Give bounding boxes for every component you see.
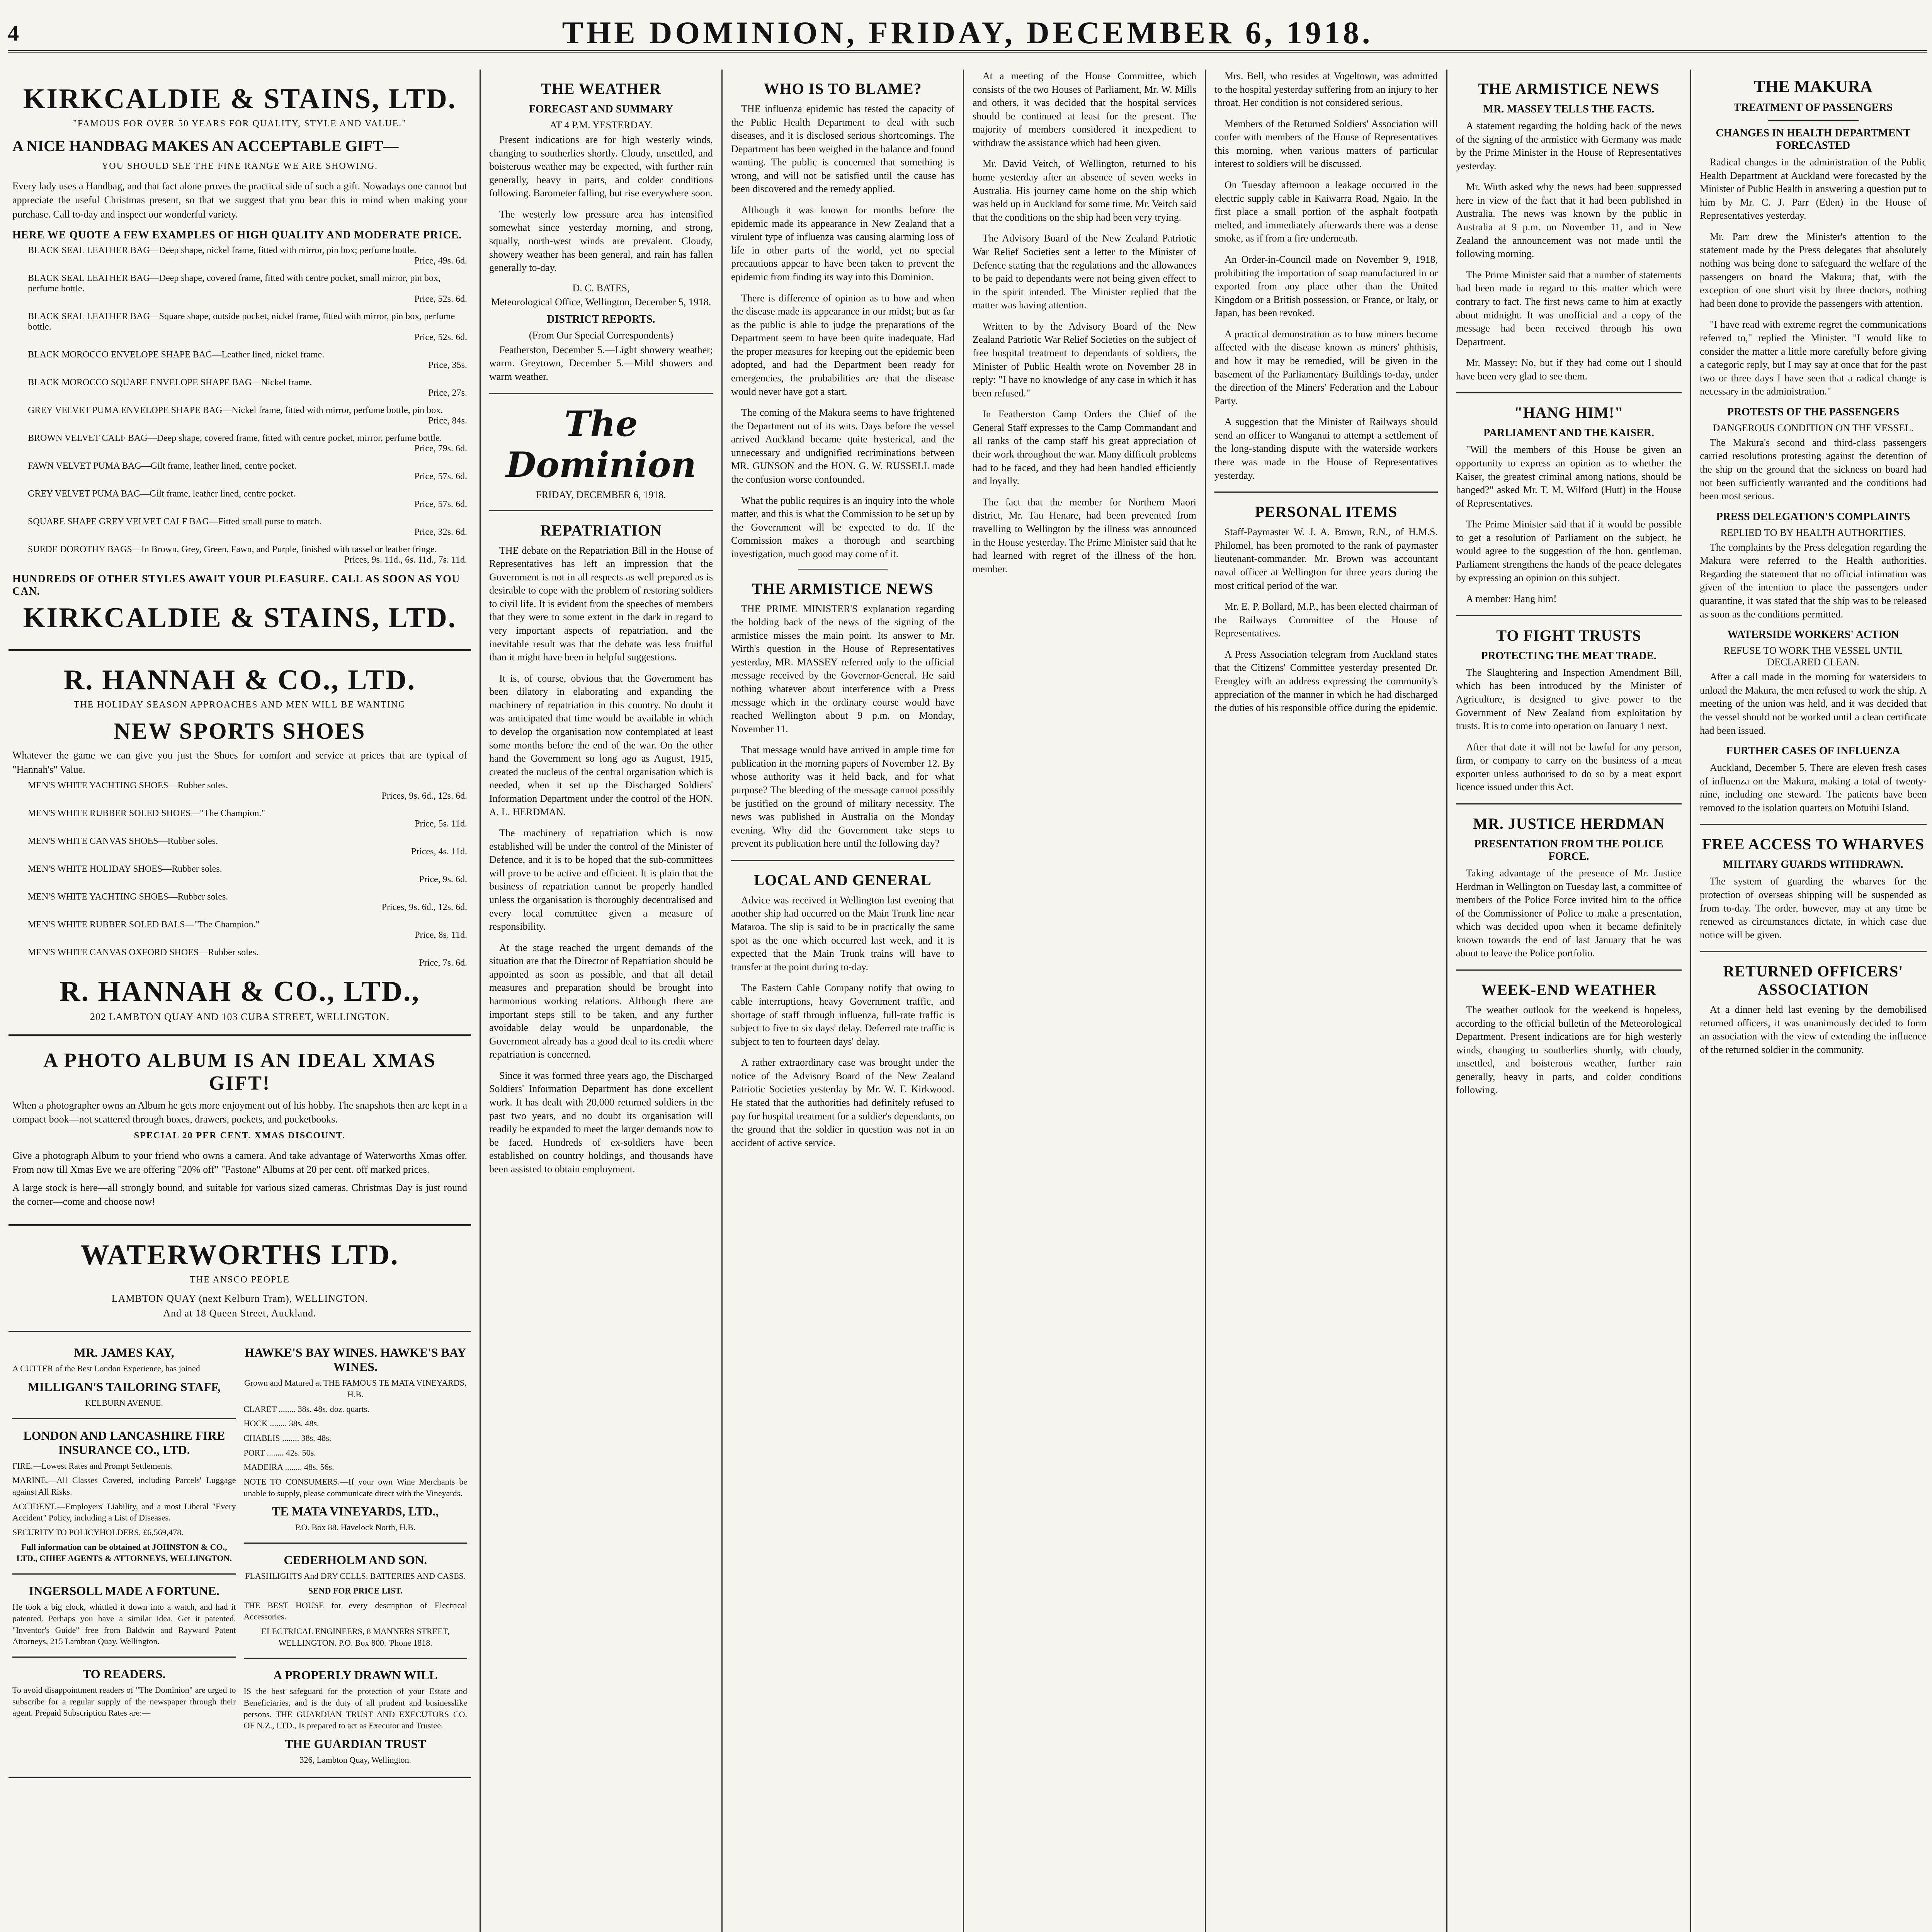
ad-title: A PHOTO ALBUM IS AN IDEAL XMAS GIFT! [43,1049,436,1094]
ad-intro: YOU SHOULD SEE THE FINE RANGE WE ARE SHOWING. [101,161,378,171]
ad-line: FIRE.—Lowest Rates and Prompt Settlements. [12,1461,173,1471]
section-heading: WEEK-END WEATHER [1481,981,1656,999]
list-item: BLACK MOROCCO SQUARE ENVELOPE SHAPE BAG—Nickel frame. Price, 27s. [28,378,467,398]
article-paragraph: What the public requires is an inquiry into the whole matter, and this is what the Commission to be set up by the Government will be expected to do. If the Commission makes a thorough and searching investigation, much good may come of it. [731,495,954,560]
section-heading: FREE ACCESS TO WHARVES [1702,835,1925,853]
article-paragraph: Members of the Returned Soldiers' Association will confer with members of the House of Representatives this morning, when various matters of particular interest to soldiers will be discussed. [1214,118,1438,170]
article-paragraph: The Eastern Cable Company notify that owing to cable interruptions, heavy Government traffic, and shortage of staff through influenza, full-rate traffic is subject to five to six days' delay. Deferred rate traffic is subject to ten to fourteen days' delay. [731,982,954,1047]
ad-line: MARINE.—All Classes Covered, including Parcels' Luggage against All Risks. [12,1475,236,1497]
article-paragraph: Mr. David Veitch, of Wellington, returned to his home yesterday after an absence of seven weeks in Australia. His journey came home on the ship which was held up in Auckland for some time. Mr. Veitch said that the conditions on the ship had been very trying. [973,158,1196,223]
article-paragraph: A rather extraordinary case was brought under the notice of the Advisory Board of the New Zealand Patriotic Societies yesterday by Mr. W. F. Kirkwood. He stated that the authorities had definitely refused to pay for hospital treatment for a soldier's dependants, on the ground that the soldier in question was not in an accident of active service. [731,1057,954,1148]
ad-body: Every lady uses a Handbag, and that fact alone proves the practical side of such a gift. Nowadays one cannot but appreciate the useful Christmas present, so that we suggest that you bear this in mind when making your purchase. Call to-day and inspect our wonderful variety. [12,180,467,220]
section-heading: RETURNED OFFICERS' ASSOCIATION [1723,963,1903,998]
list-item: HOCK ........ 38s. 48s. [243,1418,319,1429]
section-subheading: MR. MASSEY TELLS THE FACTS. [1483,103,1655,115]
section-subheading: TREATMENT OF PASSENGERS [1733,102,1893,114]
section-heading: "HANG HIM!" [1514,404,1624,422]
ad-name: MILLIGAN'S TAILORING STAFF, [27,1379,221,1394]
article-paragraph: Since it was formed three years ago, the Discharged Soldiers' Information Department has done excellent work. It has dealt with 20,000 returned soldiers in the past two years, and no doubt its organisation will readily be expanded to meet the larger demands now to be faced. Hundreds of ex-soldiers have been established on country holdings, and thousands have been assisted to obtain employment. [489,1070,713,1175]
section-subheading: CHANGES IN HEALTH DEPARTMENT FORECASTED [1716,127,1911,151]
list-item: BLACK MOROCCO ENVELOPE SHAPE BAG—Leather lined, nickel frame. Price, 35s. [28,350,467,371]
list-item: MEN'S WHITE YACHTING SHOES—Rubber soles. Prices, 9s. 6d., 12s. 6d. [28,891,467,912]
article-paragraph: It is, of course, obvious that the Government has been dilatory in elaborating and expanding the machinery of repatriation in this country. No doubt it was anticipated that time would be available in which to develop the organisation now contemplated at least some months before the end of the war. On the other hand the Government so long ago as August, 1915, created the nucleus of the central organisation which is needed, when it set up the Discharged Soldiers' Information Department under the control of the HON. A. L. HERDMAN. [489,672,713,818]
ad-body: A CUTTER of the Best London Experience, has joined [12,1364,200,1374]
ad-address: And at 18 Queen Street, Auckland. [163,1308,316,1319]
ad-quote-intro: HERE WE QUOTE A FEW EXAMPLES OF HIGH QUALITY AND MODERATE PRICE. [12,229,462,242]
article-paragraph: Advice was received in Wellington last evening that another ship had occurred on the Main Trunk line near Mataroa. The slip is said to be in practically the same spot as the one which occurred last week, and it is expected that the Main Trunk trains will have to transfer at the point during to-day. [731,894,954,973]
article-paragraph: Auckland, December 5. There are eleven fresh cases of influenza on the Makura, making a total of twenty-nine, including one steward. The patients have been removed to the isolation quarters on Motuihi Island. [1700,762,1927,813]
ad-row [9,1332,471,1778]
article-paragraph: On Tuesday afternoon a leakage occurred in the electric supply cable in Kaiwarra Road, Ngaio. In the first place a small portion of the asphalt footpath melted, and immediately afterwards there was a dense smoke, as if from a fire underneath. [1214,179,1438,244]
ad-title: MR. JAMES KAY, [74,1345,174,1360]
list-item: PORT ........ 42s. 50s. [243,1447,316,1458]
ad-tagline: "FAMOUS FOR OVER 50 YEARS FOR QUALITY, STYLE AND VALUE." [73,119,406,129]
article-paragraph: At the stage reached the urgent demands of the situation are that the Director of Repatriation should be appointed as soon as possible, and that all detail measures and preparation should be brought into harmonious working relations. Although there are important steps still to be taken, and any further avoidable delay would be unpardonable, the Government already has a good deal to its credit where repatriation is concerned. [489,942,713,1060]
page-title: THE DOMINION, FRIDAY, DECEMBER 6, 1918. [562,15,1373,50]
list-item: SUEDE DOROTHY BAGS—In Brown, Grey, Green, Fawn, and Purple, finished with tassel or leather fringe. Prices, 9s. 11d., 6s. 11d., 7s. 11d. [28,544,467,565]
article-paragraph: A statement regarding the holding back of the news of the signing of the armistice with Germany was made by the Prime Minister in the House of Representatives yesterday. [1456,120,1682,172]
section-heading: TO FIGHT TRUSTS [1496,626,1641,644]
article-paragraph: The Prime Minister said that if it would be possible to get a resolution of Parliament on the subject, he would agree to the suggestion of the hon. gentleman. Parliament strengthens the hands of the peace delegates by expressing an opinion on this subject. [1456,519,1682,583]
ad-headline: A NICE HANDBAG MAKES AN ACCEPTABLE GIFT— [12,137,399,155]
album-ad [9,1036,471,1226]
list-item: GREY VELVET PUMA ENVELOPE SHAPE BAG—Nickel frame, fitted with mirror, perfume bottle, pin box. Price, 84s. [28,405,467,426]
article-paragraph: After a call made in the morning for watersiders to unload the Makura, the men refused to work the ship. A meeting of the union was held, and it was decided that the vessel should not be worked until a clean certificate had been issued. [1700,671,1927,736]
article-paragraph: In Featherston Camp Orders the Chief of the General Staff expresses to the Camp Commandant and all ranks of the camp staff his great appreciation of their work throughout the war. Many difficult problems had to be faced, and they had been handled efficiently and loyally. [973,408,1196,487]
advertisement-column [0,70,481,1932]
article-paragraph: That message would have arrived in ample time for publication in the morning papers of November 12. By whose authority was it held back, and for what purpose? The bleeding of the message cannot possibly be justified on the ground of military necessity. The news was published in Australia on the Monday evening. Why did the Government take steps to prevent its publication here until the following day? [731,744,954,849]
signature: D. C. BATES, [572,282,630,294]
ad-address: KELBURN AVENUE. [85,1398,163,1408]
article-paragraph: THE PRIME MINISTER'S explanation regarding the holding back of the news of the signing of the armistice misses the main point. Its answer to Mr. Wirth's question in the House of Representatives yesterday, MR. MASSEY referred only to the official message received by the Governor-General. He said nothing whatever about interference with a Press message which in the ordinary course would have reached Wellington about 9 p.m. on Monday, November 11. [731,603,954,735]
list-item: MEN'S WHITE CANVAS SHOES—Rubber soles. Prices, 4s. 11d. [28,836,467,857]
article-paragraph: A Press Association telegram from Auckland states that the Citizens' Committee yesterday presented Dr. Frengley with an address expressing the community's appreciation of the manner in which he had discharged the duties of his responsible office during the epidemic. [1214,648,1438,714]
article-paragraph: At a meeting of the House Committee, which consists of the two Houses of Parliament, Mr. W. Mills and others, it was decided that the hospital services should be continued at least for the present. The majority of members considered it inexpedient to withdraw the assistance which had been given. [973,70,1196,148]
signature-office: Meteorological Office, Wellington, December 5, 1918. [491,296,711,308]
list-item: MEN'S WHITE HOLIDAY SHOES—Rubber soles. Price, 9s. 6d. [28,864,467,884]
section-heading: LOCAL AND GENERAL [754,871,932,889]
section-subheading: DISTRICT REPORTS. [547,313,655,325]
list-item: BLACK SEAL LEATHER BAG—Square shape, outside pocket, nickel frame, fitted with mirror, pin box, perfume bottle. Price, 52s. 6d. [28,311,467,343]
dateline: (From Our Special Correspondents) [529,329,673,341]
article-paragraph: The complaints by the Press delegation regarding the Makura were referred to the Health authorities. Regarding the statement that no official intimation was given of the intention to place the passengers under quarantine, it was stated that the ship was to be released as soon as the conditions permitted. [1700,541,1927,620]
ad-address: P.O. Box 88. Havelock North, H.B. [295,1522,416,1532]
article-paragraph: The machinery of repatriation which is now established will be under the control of the Minister of Defence, and it is to be hoped that the sub-committees will prove to be active and efficient. It is plain that the business of repatriation cannot be properly handled unless the organisation is thoroughly decentralised and every local committee given a measure of responsibility. [489,827,713,932]
section-heading: WHO IS TO BLAME? [764,80,922,97]
section-heading: THE ARMISTICE NEWS [752,580,934,597]
armistice-column [1447,70,1691,1932]
ad-intro: THE HOLIDAY SEASON APPROACHES AND MEN WILL BE WANTING [73,700,406,710]
article-paragraph: A member: Hang him! [1466,593,1557,605]
article-paragraph: The Makura's second and third-class passengers carried resolutions protesting against the detention of the ship on the ground that the sickness on board had not been sufficiently warranted and the conditions had been most serious. [1700,437,1927,502]
ad-company: TE MATA VINEYARDS, LTD., [272,1504,439,1519]
list-item: BLACK SEAL LEATHER BAG—Deep shape, nickel frame, fitted with mirror, pin box; perfume bottle. Price, 49s. 6d. [28,245,467,266]
section-subheading: PRESS DELEGATION'S COMPLAINTS [1716,510,1910,523]
ad-send: SEND FOR PRICE LIST. [308,1585,403,1595]
ad-title: KIRKCALDIE & STAINS, LTD. [23,83,457,115]
article-paragraph: Taking advantage of the presence of Mr. Justice Herdman in Wellington on Tuesday last, a committee of members of the Police Force invited him to the office of the Commissioner of Police to make a presentation, which was decided upon when it became definitely known towards the end of last January that he was about to leave the Police portfolio. [1456,867,1682,959]
ad-title: LONDON AND LANCASHIRE FIRE INSURANCE CO., LTD. [23,1428,225,1457]
article-paragraph: Mr. Wirth asked why the news had been suppressed here in view of the fact that it had been published in Australia. The news was known by the public in Australia at 9 p.m. on November 11, and in New Zealand the announcement was not made until the following morning. [1456,181,1682,260]
article-paragraph: Mrs. Bell, who resides at Vogeltown, was admitted to the hospital yesterday suffering from an injury to her throat. Her condition is not considered serious. [1214,70,1438,109]
ad-body: Give a photograph Album to your friend who owns a camera. And take advantage of Waterworths Xmas offer. From now till Xmas Eve we are offering "20% off" "Pastone" Albums at 20 per cent. off marked prices. [12,1150,467,1175]
article-paragraph: At a dinner held last evening by the demobilised returned officers, it was unanimously decided to form an association with the view of extending the influence of the returned soldier in the community. [1700,1004,1927,1056]
article-paragraph: Present indications are for high westerly winds, changing to southerlies shortly. Cloudy, unsettled, and boisterous weather may be expected, with further rain generally, heavy in parts, and colder conditions following. Barometer falling, but rise everywhere soon. [489,134,713,199]
article-paragraph: Featherston, December 5.—Light showery weather; warm. Greytown, December 5.—Mild showers and warm weather. [489,344,713,382]
makura-column [1691,70,1932,1932]
article-paragraph: A suggestion that the Minister of Railways should send an officer to Wanganui to attempt a settlement of the long-standing dispute with the waterside workers there was made in the House of Representatives yesterday. [1214,416,1438,481]
article-paragraph: The Advisory Board of the New Zealand Patriotic War Relief Societies sent a letter to the Minister of Defence stating that the regulations and the allowances to be paid to dependants were not being given effect to in the spirit intended. The Minister replied that the matter was having attention. [973,233,1196,311]
ad-address: ELECTRICAL ENGINEERS, 8 MANNERS STREET, WELLINGTON. P.O. Box 800. 'Phone 1818. [261,1626,449,1648]
article-paragraph: Written to by the Advisory Board of the New Zealand Patriotic War Relief Societies on the subject of free hospital treatment to dependants of soldiers, the Minister of Public Health wrote on November 28 in reply: "I have no knowledge of any case in which it has been refused." [973,320,1196,399]
section-subheading: MILITARY GUARDS WITHDRAWN. [1723,859,1903,871]
ad-body: A large stock is here—all strongly bound, and suitable for various sized cameras. Christmas Day is just round the corner—come and choose now! [12,1182,467,1207]
section-heading: THE ARMISTICE NEWS [1478,80,1660,97]
section-subheading: PROTESTS OF THE PASSENGERS [1727,406,1900,418]
list-item: CHABLIS ........ 38s. 48s. [243,1433,332,1443]
article-paragraph: Radical changes in the administration of the Public Health Department at Auckland were forecasted by the Minister of Public Health in answering a question put to him by Mr. C. J. Parr (Eden) in the House of Representatives yesterday. [1700,156,1927,221]
masthead [8,15,1927,53]
ad-footer: HUNDREDS OF OTHER STYLES AWAIT YOUR PLEASURE. CALL AS SOON AS YOU CAN. [12,573,460,598]
section-subheading: FORECAST AND SUMMARY [529,103,673,115]
ad-items: FLASHLIGHTS And DRY CELLS. BATTERIES AND CASES. [245,1571,466,1581]
ad-line: SECURITY TO POLICYHOLDERS, £6,569,478. [12,1527,184,1537]
list-item: MEN'S WHITE RUBBER SOLED SHOES—"The Champion." Price, 5s. 11d. [28,808,467,829]
section-subheading: WATERSIDE WORKERS' ACTION [1727,629,1899,641]
section-subheading: FURTHER CASES OF INFLUENZA [1726,745,1900,757]
ad-title: A PROPERLY DRAWN WILL [273,1668,438,1682]
article-paragraph: The coming of the Makura seems to have frightened the Department out of its wits. Days before the vessel arrived Auckland became quite hysterical, and the unnecessary and undignified recriminations between MR. GUNSON and the HON. G. W. RUSSELL made the confusion worse confounded. [731,407,954,485]
ad-title: WATERWORTHS LTD. [80,1239,399,1271]
article-paragraph: The weather outlook for the weekend is hopeless, according to the official bulletin of the Meteorological Department. Present indications are for high westerly winds, changing to southerlies shortly, with cloudy, unsettled, and boisterous weather, further rain generally, heavy in parts, and colder conditions following. [1456,1004,1682,1096]
list-item: MEN'S WHITE YACHTING SHOES—Rubber soles. Prices, 9s. 6d., 12s. 6d. [28,780,467,801]
article-paragraph: The Slaughtering and Inspection Amendment Bill, which has been introduced by the Minister of Agriculture, is designed to give power to the Government of New Zealand from exploitation by trusts. It is to come into operation on January 1 next. [1456,667,1682,732]
list-item: FAWN VELVET PUMA BAG—Gilt frame, leather lined, centre pocket. Price, 57s. 6d. [28,461,467,482]
kirkcaldie-ad [9,70,471,651]
dominion-logo: The Dominion [506,403,696,485]
section-subheading: PRESENTATION FROM THE POLICE FORCE. [1474,838,1663,862]
ad-address: 202 LAMBTON QUAY AND 103 CUBA STREET, WELLINGTON. [90,1011,390,1022]
ad-title: HAWKE'S BAY WINES. HAWKE'S BAY WINES. [245,1345,466,1374]
ad-body: IS the best safeguard for the protection of your Estate and Beneficiaries, and is the duty of all prudent and businesslike persons. THE GUARDIAN TRUST AND EXECUTORS CO. OF N.Z., LTD., Is prepared to act as Executor and Trustee. [243,1686,467,1731]
weather-column [481,70,723,1932]
article-paragraph: Mr. Parr drew the Minister's attention to the statement made by the Press delegates that absolutely nothing was being done to safeguard the welfare of the passengers on board the Makura; that, with the exception of one short visit by three doctors, nothing had been done to provide the passengers with attention. [1700,231,1927,309]
section-subheading: PROTECTING THE MEAT TRADE. [1481,650,1656,662]
section-subheading: PARLIAMENT AND THE KAISER. [1483,427,1654,439]
ad-note: NOTE TO CONSUMERS.—If your own Wine Merchants be unable to supply, please communicate direct with the Vineyards. [243,1477,467,1498]
ad-address: LAMBTON QUAY (next Kelburn Tram), WELLINGTON. [111,1293,368,1304]
ad-address: 326, Lambton Quay, Wellington. [299,1755,411,1765]
list-item: MEN'S WHITE CANVAS OXFORD SHOES—Rubber soles. Price, 7s. 6d. [28,947,467,968]
ad-title: CEDERHOLM AND SON. [284,1553,427,1567]
ad-title: TO READERS. [82,1667,166,1681]
ad-sub: THE ANSCO PEOPLE [190,1275,290,1285]
ad-title-repeat: R. HANNAH & CO., LTD., [60,975,420,1007]
article-paragraph: THE debate on the Repatriation Bill in the House of Representatives has left an impression that the Government is not in all respects as well prepared as is desirable to cope with the problem of restoring soldiers to civil life. It is evident from the speeches of members that they were to some extent in the dark in regard to very important aspects of repatriation, and the inevitable result was that the debate was less fruitful than it might have been in helpful suggestions. [489,544,713,663]
editorial-column [723,70,964,1932]
list-item: MADEIRA ........ 48s. 56s. [243,1462,334,1472]
article-paragraph: After that date it will not be lawful for any person, firm, or company to carry on the business of a meat exporter unless authorised to do so by a meat export licence issued under this Act. [1456,741,1682,793]
wines-ad [244,1340,468,1769]
article-paragraph: THE influenza epidemic has tested the capacity of the Public Health Department to deal with such diseases, and it is disclosed serious shortcomings. The Department has been weighed in the balance and found wanting. The public is concerned that something is wrong, and will not be satisfied until the cause has been discovered and the remedy applied. [731,103,954,195]
ad-body: When a photographer owns an Album he gets more enjoyment out of his hobby. The snapshots then are kept in a compact book—not scattered through boxes, drawers, pockets, and pocketbooks. [12,1099,467,1125]
article-paragraph: An Order-in-Council made on November 9, 1918, prohibiting the importation of soap manufactured in or exported from any place other than the United Kingdom or a British possession, or France, or Italy, or Japan, has been revoked. [1214,253,1438,319]
article-paragraph: A practical demonstration as to how miners become affected with the disease known as miners' phthisis, and how it may be remedied, will be given in the basement of the Parliamentary Buildings to-day, under the direction of the Miners' Federation and the Labour Party. [1214,328,1438,406]
article-paragraph: The westerly low pressure area has intensified somewhat since yesterday morning, and strong, squally, north-west winds are prevalent. Cloudy, showery weather has been general, and rain has fallen generally to-day. [489,208,713,274]
article-paragraph: The fact that the member for Northern Maori district, Mr. Tau Henare, had been prevented from travelling to Wellington by the illness was announced in the House yesterday. The Prime Minister said that he had learned with regret of the illness of the hon. member. [973,496,1196,575]
ad-title: R. HANNAH & CO., LTD. [63,664,416,696]
kay-ad [12,1340,236,1769]
ad-body: To avoid disappointment readers of "The Dominion" are urged to subscribe for a regular supply of the newspaper through their agent. Prepaid Subscription Rates are:— [12,1685,236,1718]
ad-company: THE GUARDIAN TRUST [284,1737,426,1751]
dateline: DANGEROUS CONDITION ON THE VESSEL. [1713,422,1914,434]
article-paragraph: There is difference of opinion as to how and when the disease made its appearance in our midst; but as far as the public is able to judge the preparations of the Department seem to have been quite inadequate. Had the proper measures for keeping out the epidemic been adopted, and had the Department been ready for emergencies, the probabilities are that the disease would never have got a start. [731,292,954,397]
ad-body: THE BEST HOUSE for every description of Electrical Accessories. [243,1600,467,1622]
ad-title: INGERSOLL MADE A FORTUNE. [29,1584,219,1598]
dateline: AT 4 P.M. YESTERDAY. [549,119,653,131]
ad-headline: NEW SPORTS SHOES [114,718,366,744]
list-item: SQUARE SHAPE GREY VELVET CALF BAG—Fitted small purse to match. Price, 32s. 6d. [28,517,467,537]
list-item: BLACK SEAL LEATHER BAG—Deep shape, covered frame, fitted with centre pocket, small mirror, pin box, perfume bottle. Price, 52s. 6d. [28,273,467,304]
section-heading: THE MAKURA [1754,77,1872,96]
news-column [1206,70,1447,1932]
list-item: BROWN VELVET CALF BAG—Deep shape, covered frame, fitted with centre pocket, mirror, perfume bottle. Price, 79s. 6d. [28,433,467,454]
ad-special: SPECIAL 20 PER CENT. XMAS DISCOUNT. [134,1130,346,1141]
article-paragraph: The Prime Minister said that a number of statements had been made in regard to this matter which were contrary to fact. The first news came to him at exactly about midnight. It was unofficial and a copy of the message had been received through his own Department. [1456,269,1682,347]
hannah-ad [9,651,471,1036]
list-item: MEN'S WHITE RUBBER SOLED BALS—"The Champion." Price, 8s. 11d. [28,919,467,940]
list-item: GREY VELVET PUMA BAG—Gilt frame, leather lined, centre pocket. Price, 57s. 6d. [28,489,467,510]
section-heading: MR. JUSTICE HERDMAN [1473,815,1665,832]
dateline: REFUSE TO WORK THE VESSEL UNTIL DECLARED CLEAN. [1723,645,1903,668]
dateline: FRIDAY, DECEMBER 6, 1918. [536,489,666,500]
article-paragraph: "I have read with extreme regret the communications referred to," replied the Minister. "I would like to consider the matter a little more carefully before giving a categoric reply, but I may say at once that for the past two or three days I have seen that a radical change is necessary in the administration." [1700,319,1927,397]
section-heading: REPATRIATION [540,521,662,539]
section-heading: PERSONAL ITEMS [1255,503,1398,521]
ad-body: Whatever the game we can give you just the Shoes for comfort and service at prices that are typical of "Hannah's" Value. [12,750,467,775]
ad-title-repeat: KIRKCALDIE & STAINS, LTD. [23,602,457,634]
article-paragraph: Mr. Massey: No, but if they had come out I should have been very glad to see them. [1456,357,1682,382]
ad-body: He took a big clock, whittled it down into a watch, and had it patented. Perhaps you have a similar idea. Get it patented. "Inventor's Guide" free from Baldwin and Rayward Patent Attorneys, 215 Lambton Quay, Wellington. [12,1602,236,1646]
local-general-column [964,70,1206,1932]
article-paragraph: "Will the members of this House be given an opportunity to express an opinion as to whether the Kaiser, the greatest criminal among nations, should be hanged?" asked Mr. T. M. Wilford (Hutt) in the House of Representatives. [1456,444,1682,509]
article-paragraph: Staff-Paymaster W. J. A. Brown, R.N., of H.M.S. Philomel, has been promoted to the rank of paymaster lieutenant-commander. Mr. Brown was accountant naval officer at Wellington for three years during the most critical period of the war. [1214,526,1438,591]
article-paragraph: The system of guarding the wharves for the protection of overseas shipping will be suspended as from to-day. The order, however, may at any time be renewed as circumstances dictate, in which case due notice will be given. [1700,876,1927,940]
page-number: 4 [8,20,19,46]
ad-sub: Grown and Matured at THE FAMOUS TE MATA VINEYARDS, H.B. [244,1378,467,1399]
list-item: CLARET ........ 38s. 48s. doz. quarts. [243,1404,369,1414]
section-heading: THE WEATHER [541,80,661,97]
article-paragraph: Mr. E. P. Bollard, M.P., has been elected chairman of the Railways Committee of the House of Representatives. [1214,601,1438,639]
waterworths-ad [9,1226,471,1332]
article-paragraph: Although it was known for months before the epidemic made its appearance in New Zealand that a virulent type of influenza was causing alarming loss of life in other parts of the world, yet no special precautions appear to have been taken to prevent the epidemic from finding its way into this Dominion. [731,204,954,282]
ad-line: ACCIDENT.—Employers' Liability, and a most Liberal "Every Accident" Policy, including a List of Diseases. [12,1501,236,1523]
dateline: REPLIED TO BY HEALTH AUTHORITIES. [1720,527,1906,538]
ad-contact: Full information can be obtained at JOHNSTON & CO., LTD., CHIEF AGENTS & ATTORNEYS, WELLINGTON. [16,1542,232,1563]
